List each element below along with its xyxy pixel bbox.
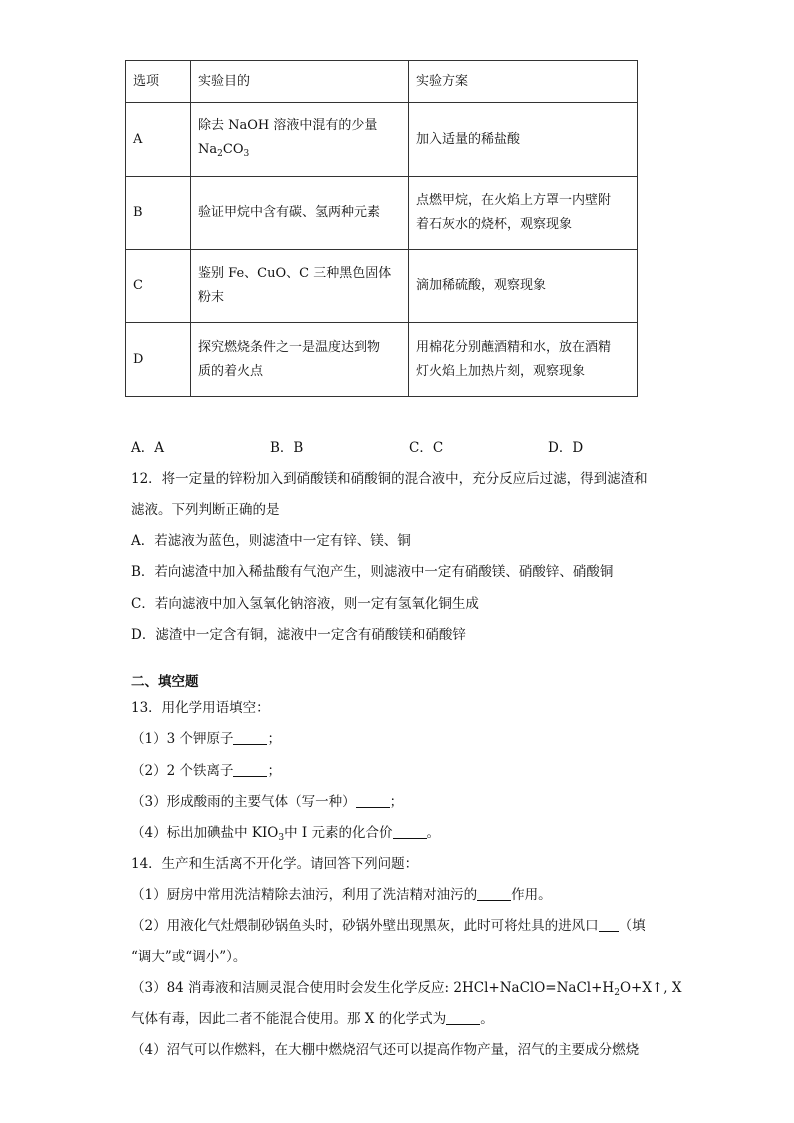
answer-blank	[599, 918, 619, 933]
q12-stem-2: 滤液。下列判断正确的是	[131, 502, 280, 518]
q11-choices	[131, 436, 687, 456]
answer-blank	[477, 887, 511, 902]
answer-blank	[233, 731, 267, 746]
experiment-table	[125, 60, 638, 397]
row-plan: 用棉花分别蘸酒精和水，放在酒精 灯火焰上加热片刻，观察现象	[409, 323, 638, 397]
q12-option-a: A．若滤液为蓝色，则滤渣中一定有锌、镁、铜	[131, 533, 411, 549]
section-title: 二、填空题	[131, 674, 199, 690]
row-option: C	[126, 250, 191, 323]
table-row	[126, 177, 638, 250]
row-purpose: 除去 NaOH 溶液中混有的少量 $Na_2CO_3$	[191, 103, 409, 177]
q14-part-3: （3）84 消毒液和洁厕灵混合使用时会发生化学反应: $2HCl+NaClO=NaCl+H_2O+X↑$, X	[131, 980, 682, 998]
row-option: D	[126, 323, 191, 397]
row-purpose: 鉴别 Fe、CuO、C 三种黑色固体 粉末	[191, 250, 409, 323]
answer-blank	[356, 794, 390, 809]
q13-part-1: （1）3 个钾原子 ；	[131, 731, 281, 747]
row-plan: 加入适量的稀盐酸	[409, 103, 638, 177]
q12-option-d: D．滤渣中一定含有铜，滤液中一定含有硝酸镁和硝酸锌	[131, 627, 466, 643]
choice-a: A．A	[131, 440, 164, 456]
row-option: B	[126, 177, 191, 250]
table-row	[126, 103, 638, 177]
q14-part-3-cont: 气体有毒，因此二者不能混合使用。那 X 的化学式为 。	[131, 1011, 494, 1027]
answer-blank	[446, 1011, 480, 1026]
table-row	[126, 250, 638, 323]
row-purpose: 验证甲烷中含有碳、氢两种元素	[191, 177, 409, 250]
header-option: 选项	[126, 61, 191, 103]
table-header-row	[126, 61, 638, 103]
header-purpose: 实验目的	[191, 61, 409, 103]
q14-part-4: （4）沼气可以作燃料，在大棚中燃烧沼气还可以提高作物产量，沼气的主要成分燃烧	[131, 1042, 640, 1058]
q12-option-b: B．若向滤渣中加入稀盐酸有气泡产生，则滤液中一定有硝酸镁、硝酸锌、硝酸铜	[131, 564, 614, 580]
q14-part-2-cont: “调大”或“调小”）。	[131, 949, 247, 965]
q13-stem: 13．用化学用语填空：	[131, 700, 270, 716]
choice-b: B．B	[270, 440, 304, 456]
q14-part-1: （1）厨房中常用洗洁精除去油污，利用了洗洁精对油污的 作用。	[131, 887, 552, 903]
q14-stem: 14．生产和生活离不开化学。请回答下列问题：	[131, 856, 419, 872]
q12-stem-1: 12．将一定量的锌粉加入到硝酸镁和硝酸铜的混合液中，充分反应后过滤，得到滤渣和	[131, 471, 648, 487]
row-plan: 点燃甲烷，在火焰上方罩一内壁附 着石灰水的烧杯，观察现象	[409, 177, 638, 250]
q13-part-4: （4）标出加碘盐中 $KIO_3$中 I 元素的化合价 。	[131, 825, 441, 843]
q12-option-c: C．若向滤液中加入氢氧化钠溶液，则一定有氢氧化铜生成	[131, 596, 479, 612]
table-row	[126, 323, 638, 397]
choice-d: D．D	[548, 440, 584, 456]
q13-part-3: （3）形成酸雨的主要气体（写一种） ；	[131, 794, 404, 810]
answer-blank	[233, 763, 267, 778]
row-option: A	[126, 103, 191, 177]
answer-blank	[393, 825, 427, 840]
q13-part-2: （2）2 个铁离子 ；	[131, 763, 281, 779]
choice-c: C．C	[409, 440, 444, 456]
row-plan: 滴加稀硫酸，观察现象	[409, 250, 638, 323]
q14-part-2: （2）用液化气灶煨制砂锅鱼头时，砂锅外壁出现黑灰，此时可将灶具的进风口 （填	[131, 918, 646, 934]
header-plan: 实验方案	[409, 61, 638, 103]
row-purpose: 探究燃烧条件之一是温度达到物 质的着火点	[191, 323, 409, 397]
